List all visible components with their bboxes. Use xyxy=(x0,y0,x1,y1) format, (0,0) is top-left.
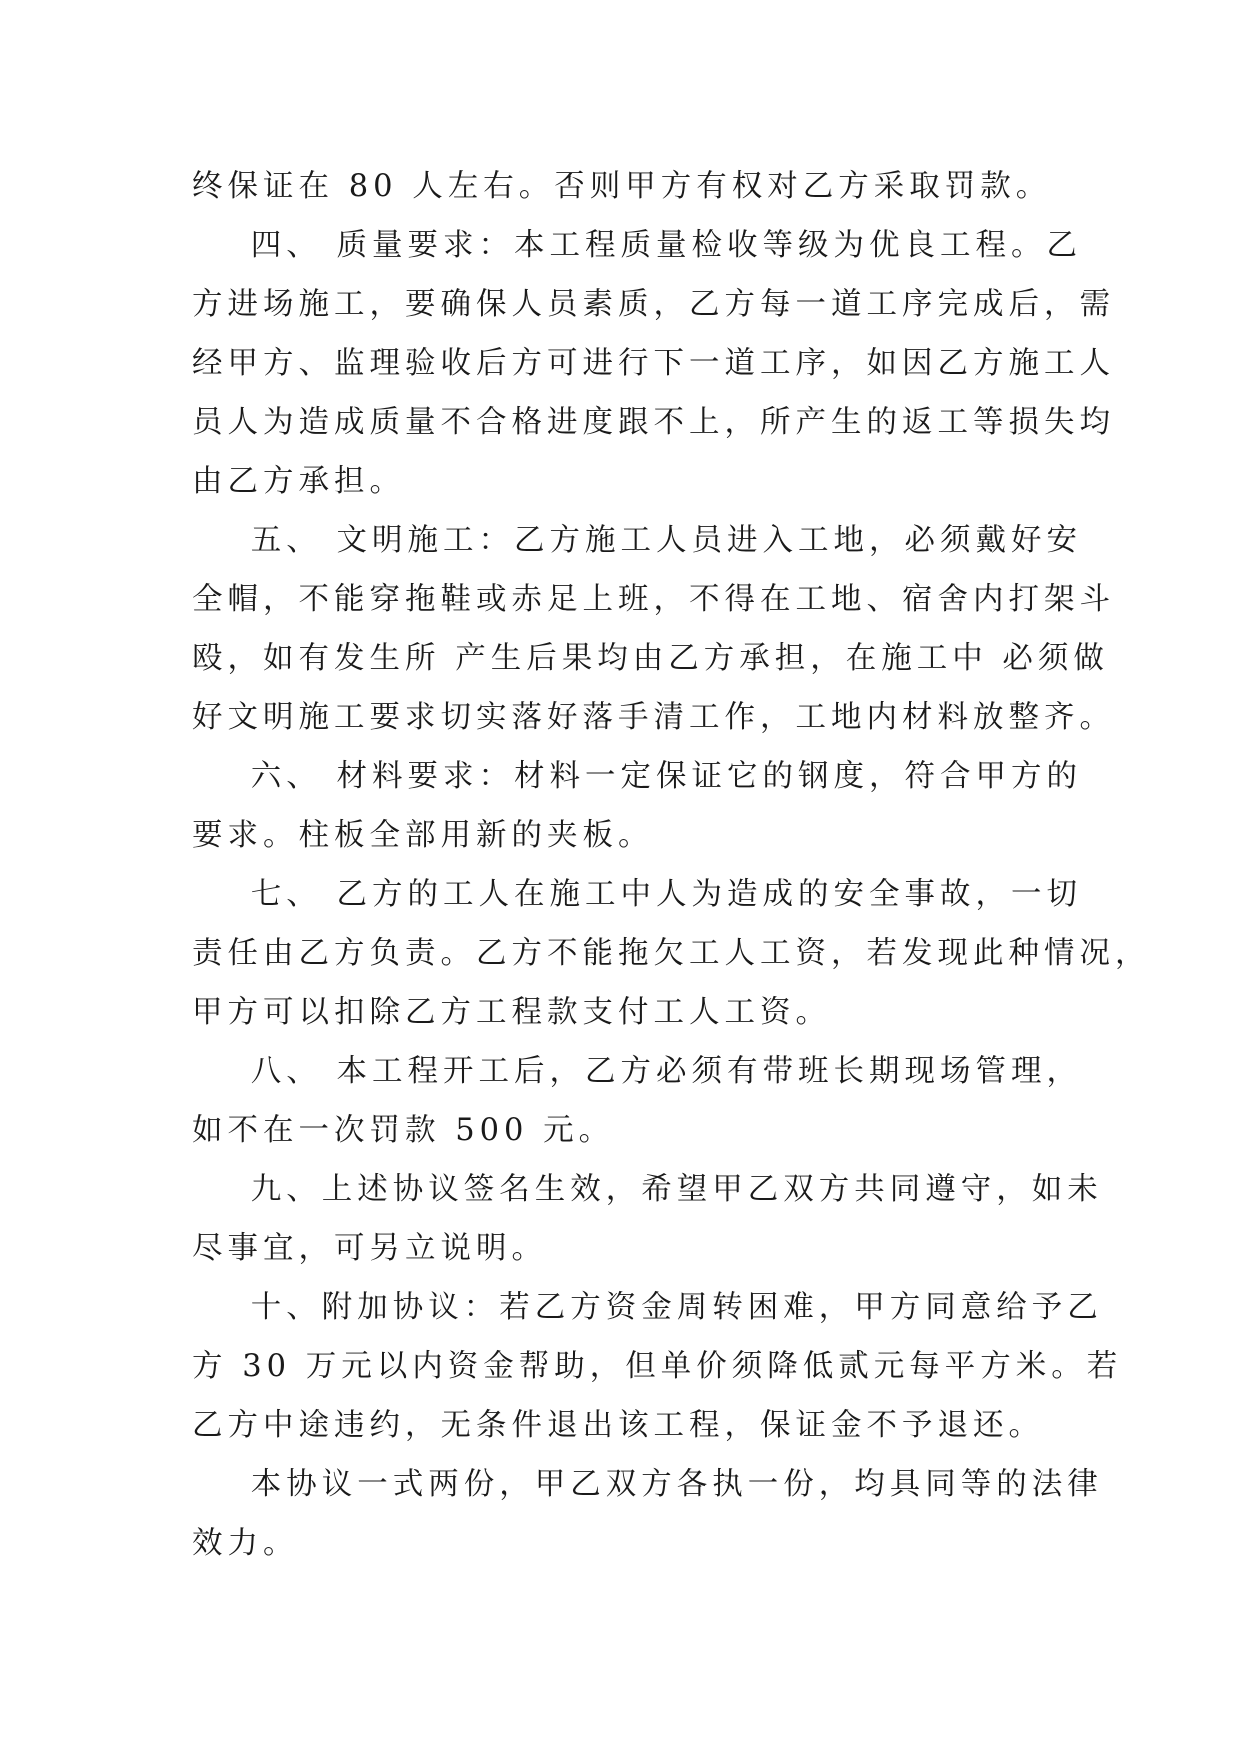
document-body xyxy=(192,157,1151,1573)
text-line: 四、 质量要求：本工程质量检收等级为优良工程。乙 xyxy=(192,228,1082,263)
text-line: 六、 材料要求：材料一定保证它的钢度，符合甲方的 xyxy=(192,759,1082,794)
text-line: 全帽，不能穿拖鞋或赤足上班，不得在工地、宿舍内打架斗 xyxy=(192,582,1115,617)
text-line: 七、 乙方的工人在施工中人为造成的安全事故，一切 xyxy=(192,877,1082,912)
text-line: 经甲方、监理验收后方可进行下一道工序，如因乙方施工人 xyxy=(192,346,1115,381)
text-line: 尽事宜，可另立说明。 xyxy=(192,1231,547,1266)
text-line: 效力。 xyxy=(192,1526,299,1561)
text-line: 十、附加协议：若乙方资金周转困难，甲方同意给予乙 xyxy=(192,1290,1103,1325)
text-line: 乙方中途违约，无条件退出该工程，保证金不予退还。 xyxy=(192,1408,1044,1443)
text-line: 好文明施工要求切实落好落手清工作，工地内材料放整齐。 xyxy=(192,700,1115,735)
text-line: 九、上述协议签名生效，希望甲乙双方共同遵守，如未 xyxy=(192,1172,1103,1207)
text-line: 八、 本工程开工后，乙方必须有带班长期现场管理， xyxy=(192,1054,1082,1089)
text-line: 殴，如有发生所 产生后果均由乙方承担，在施工中 必须做 xyxy=(192,641,1109,676)
text-line: 终保证在 80 人左右。否则甲方有权对乙方采取罚款。 xyxy=(192,169,1052,204)
text-line: 责任由乙方负责。乙方不能拖欠工人工资，若发现此种情况， xyxy=(192,936,1151,971)
text-line: 如不在一次罚款 500 元。 xyxy=(192,1113,615,1148)
text-line: 由乙方承担。 xyxy=(192,464,405,499)
text-line: 方进场施工，要确保人员素质，乙方每一道工序完成后，需 xyxy=(192,287,1115,322)
text-line: 方 30 万元以内资金帮助，但单价须降低贰元每平方米。若 xyxy=(192,1349,1123,1384)
text-line: 要求。柱板全部用新的夹板。 xyxy=(192,818,654,853)
text-line: 甲方可以扣除乙方工程款支付工人工资。 xyxy=(192,995,831,1030)
text-line: 五、 文明施工：乙方施工人员进入工地，必须戴好安 xyxy=(192,523,1082,558)
text-line: 本协议一式两份，甲乙双方各执一份，均具同等的法律 xyxy=(192,1467,1103,1502)
text-line: 员人为造成质量不合格进度跟不上，所产生的返工等损失均 xyxy=(192,405,1115,440)
